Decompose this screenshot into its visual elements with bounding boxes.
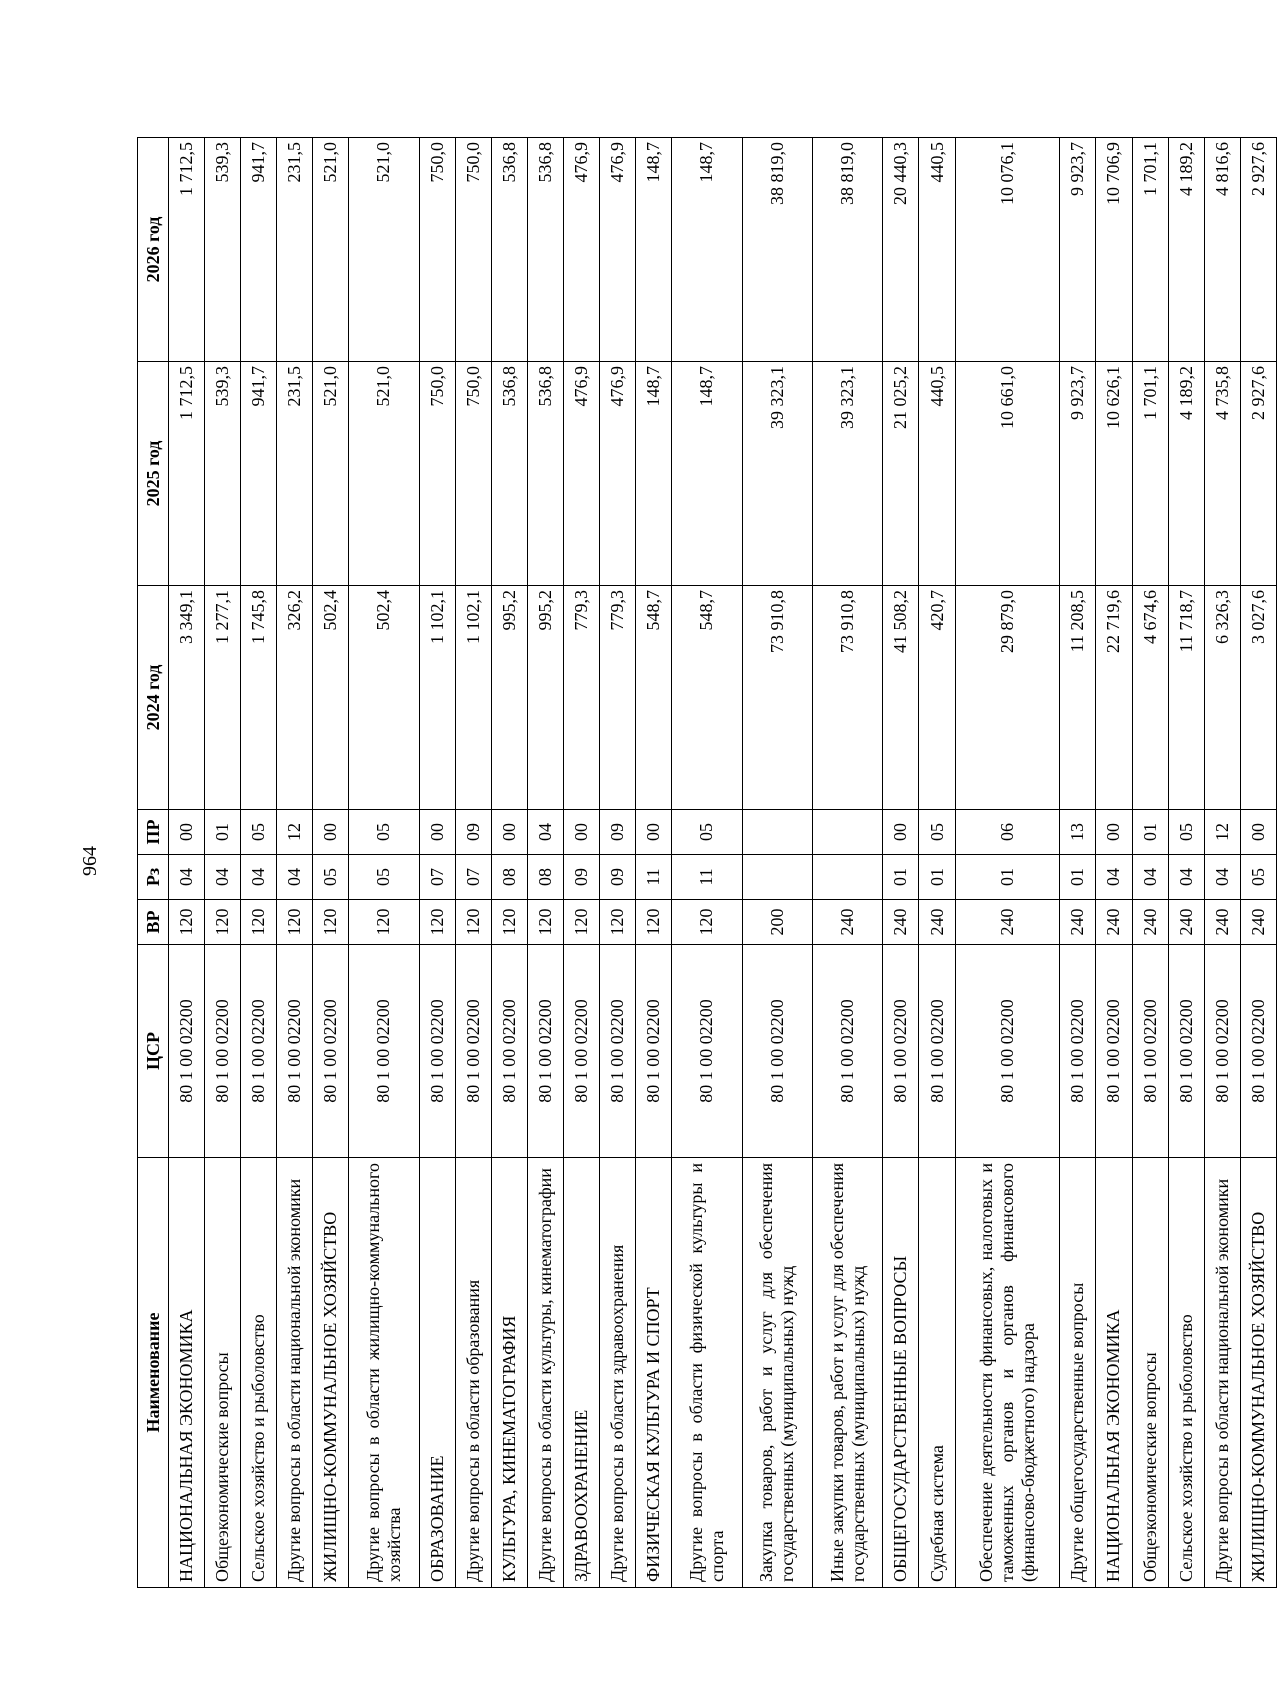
cell-2024: 11 208,5: [1060, 586, 1096, 810]
header-csr: ЦСР: [138, 945, 169, 1158]
cell-2024: 11 718,7: [1168, 586, 1204, 810]
cell-2026: 148,7: [635, 138, 671, 362]
cell-name: НАЦИОНАЛЬНАЯ ЭКОНОМИКА: [169, 1158, 205, 1588]
cell-name: Судебная система: [919, 1158, 955, 1588]
cell-2024: 29 879,0: [955, 586, 1060, 810]
table-row: [241, 138, 277, 1588]
cell-vr: 120: [527, 900, 563, 945]
cell-2026: 2 927,6: [1240, 138, 1276, 362]
cell-pr: 00: [883, 810, 919, 855]
cell-name: ЗДРАВООХРАНЕНИЕ: [563, 1158, 599, 1588]
cell-vr: 240: [1060, 900, 1096, 945]
cell-2026: 231,5: [277, 138, 313, 362]
cell-vr: 240: [955, 900, 1060, 945]
cell-2024: 1 277,1: [205, 586, 241, 810]
cell-csr: 80 1 00 02200: [1132, 945, 1168, 1158]
cell-2026: 10 706,9: [1096, 138, 1132, 362]
table-row: [672, 138, 742, 1588]
cell-pr: 12: [1204, 810, 1240, 855]
cell-2025: 4 189,2: [1168, 362, 1204, 586]
cell-rz: 01: [883, 855, 919, 900]
table-row: [955, 138, 1060, 1588]
cell-2025: 231,5: [277, 362, 313, 586]
cell-2026: 4 189,2: [1168, 138, 1204, 362]
cell-rz: 11: [635, 855, 671, 900]
cell-csr: 80 1 00 02200: [1168, 945, 1204, 1158]
cell-name: ФИЗИЧЕСКАЯ КУЛЬТУРА И СПОРТ: [635, 1158, 671, 1588]
cell-csr: 80 1 00 02200: [205, 945, 241, 1158]
table-row: [812, 138, 882, 1588]
cell-name: Общеэкономические вопросы: [1132, 1158, 1168, 1588]
cell-2026: 1 712,5: [169, 138, 205, 362]
header-2026: 2026 год: [138, 138, 169, 362]
table-body: [169, 138, 1277, 1588]
cell-name: Другие общегосударственные вопросы: [1060, 1158, 1096, 1588]
cell-csr: 80 1 00 02200: [241, 945, 277, 1158]
cell-csr: 80 1 00 02200: [812, 945, 882, 1158]
cell-pr: 09: [455, 810, 491, 855]
cell-pr: 05: [349, 810, 419, 855]
cell-2025: 536,8: [527, 362, 563, 586]
cell-2026: 941,7: [241, 138, 277, 362]
cell-pr: 05: [672, 810, 742, 855]
cell-name: Другие вопросы в области жилищно-коммунального хозяйства: [349, 1158, 419, 1588]
cell-2025: 750,0: [419, 362, 455, 586]
cell-name: ОБРАЗОВАНИЕ: [419, 1158, 455, 1588]
cell-2024: 995,2: [491, 586, 527, 810]
cell-csr: 80 1 00 02200: [955, 945, 1060, 1158]
cell-vr: 240: [1132, 900, 1168, 945]
cell-pr: 00: [313, 810, 349, 855]
cell-vr: 120: [277, 900, 313, 945]
cell-csr: 80 1 00 02200: [563, 945, 599, 1158]
cell-2025: 4 735,8: [1204, 362, 1240, 586]
cell-vr: 240: [1240, 900, 1276, 945]
cell-2025: 39 323,1: [812, 362, 882, 586]
cell-csr: 80 1 00 02200: [599, 945, 635, 1158]
cell-pr: 00: [1240, 810, 1276, 855]
cell-vr: 240: [812, 900, 882, 945]
cell-csr: 80 1 00 02200: [491, 945, 527, 1158]
cell-name: НАЦИОНАЛЬНАЯ ЭКОНОМИКА: [1096, 1158, 1132, 1588]
cell-2024: 420,7: [919, 586, 955, 810]
cell-rz: [742, 855, 812, 900]
cell-rz: 08: [527, 855, 563, 900]
cell-csr: 80 1 00 02200: [169, 945, 205, 1158]
cell-rz: 09: [563, 855, 599, 900]
cell-2025: 521,0: [313, 362, 349, 586]
cell-pr: [742, 810, 812, 855]
cell-rz: 07: [455, 855, 491, 900]
cell-name: Обеспечение деятельности финансовых, налоговых и таможенных органов и органов финансового (финансово-бюджетного) надзора: [955, 1158, 1060, 1588]
cell-2024: 4 674,6: [1132, 586, 1168, 810]
cell-2024: 779,3: [599, 586, 635, 810]
cell-pr: 00: [635, 810, 671, 855]
cell-csr: 80 1 00 02200: [1060, 945, 1096, 1158]
cell-2025: 148,7: [672, 362, 742, 586]
cell-pr: 12: [277, 810, 313, 855]
cell-2024: 3 349,1: [169, 586, 205, 810]
cell-vr: 120: [313, 900, 349, 945]
cell-2024: 502,4: [313, 586, 349, 810]
cell-2024: 3 027,6: [1240, 586, 1276, 810]
cell-csr: 80 1 00 02200: [635, 945, 671, 1158]
table-row: [419, 138, 455, 1588]
cell-2024: 548,7: [672, 586, 742, 810]
cell-vr: 120: [205, 900, 241, 945]
cell-2025: 750,0: [455, 362, 491, 586]
cell-rz: 05: [1240, 855, 1276, 900]
cell-2026: 750,0: [419, 138, 455, 362]
budget-table: [137, 137, 1277, 1588]
cell-2025: 148,7: [635, 362, 671, 586]
table-row: [599, 138, 635, 1588]
cell-2025: 21 025,2: [883, 362, 919, 586]
cell-name: Другие вопросы в области здравоохранения: [599, 1158, 635, 1588]
cell-2026: 521,0: [313, 138, 349, 362]
cell-2025: 440,5: [919, 362, 955, 586]
cell-name: Сельское хозяйство и рыболовство: [241, 1158, 277, 1588]
cell-rz: 04: [1096, 855, 1132, 900]
cell-2026: 539,3: [205, 138, 241, 362]
cell-rz: 05: [349, 855, 419, 900]
cell-csr: 80 1 00 02200: [672, 945, 742, 1158]
cell-2025: 1 701,1: [1132, 362, 1168, 586]
cell-name: ЖИЛИЩНО-КОММУНАЛЬНОЕ ХОЗЯЙСТВО: [1240, 1158, 1276, 1588]
cell-name: КУЛЬТУРА, КИНЕМАТОГРАФИЯ: [491, 1158, 527, 1588]
header-2025: 2025 год: [138, 362, 169, 586]
cell-vr: 120: [241, 900, 277, 945]
cell-2025: 9 923,7: [1060, 362, 1096, 586]
page-number: 964: [79, 846, 101, 876]
cell-pr: 00: [169, 810, 205, 855]
cell-csr: 80 1 00 02200: [919, 945, 955, 1158]
table-row: [491, 138, 527, 1588]
cell-vr: 120: [491, 900, 527, 945]
cell-2024: 73 910,8: [812, 586, 882, 810]
cell-vr: 240: [1204, 900, 1240, 945]
cell-2026: 20 440,3: [883, 138, 919, 362]
rotated-table-container: [137, 138, 1277, 1588]
cell-2024: 548,7: [635, 586, 671, 810]
table-header-row: [138, 138, 169, 1588]
cell-name: Закупка товаров, работ и услуг для обеспечения государственных (муниципальных) нужд: [742, 1158, 812, 1588]
cell-2026: 4 816,6: [1204, 138, 1240, 362]
cell-pr: 05: [241, 810, 277, 855]
cell-csr: 80 1 00 02200: [1204, 945, 1240, 1158]
cell-rz: 04: [1132, 855, 1168, 900]
cell-vr: 120: [599, 900, 635, 945]
cell-pr: 05: [919, 810, 955, 855]
cell-2024: 1 102,1: [455, 586, 491, 810]
cell-vr: 240: [1168, 900, 1204, 945]
cell-vr: 120: [169, 900, 205, 945]
cell-rz: 04: [205, 855, 241, 900]
cell-2026: 750,0: [455, 138, 491, 362]
cell-rz: 01: [919, 855, 955, 900]
cell-name: ЖИЛИЩНО-КОММУНАЛЬНОЕ ХОЗЯЙСТВО: [313, 1158, 349, 1588]
cell-pr: 09: [599, 810, 635, 855]
cell-rz: 04: [1204, 855, 1240, 900]
cell-pr: 00: [491, 810, 527, 855]
cell-csr: 80 1 00 02200: [1096, 945, 1132, 1158]
cell-rz: 04: [169, 855, 205, 900]
cell-2025: 39 323,1: [742, 362, 812, 586]
table-row: [635, 138, 671, 1588]
cell-rz: 05: [313, 855, 349, 900]
cell-vr: 120: [635, 900, 671, 945]
cell-rz: 08: [491, 855, 527, 900]
cell-2026: 476,9: [599, 138, 635, 362]
table-row: [1132, 138, 1168, 1588]
table-row: [349, 138, 419, 1588]
cell-csr: 80 1 00 02200: [455, 945, 491, 1158]
cell-2025: 536,8: [491, 362, 527, 586]
cell-2026: 440,5: [919, 138, 955, 362]
cell-2024: 502,4: [349, 586, 419, 810]
cell-name: Другие вопросы в области национальной экономики: [277, 1158, 313, 1588]
cell-2026: 148,7: [672, 138, 742, 362]
table-row: [277, 138, 313, 1588]
cell-vr: 240: [1096, 900, 1132, 945]
cell-2026: 536,8: [491, 138, 527, 362]
cell-csr: 80 1 00 02200: [527, 945, 563, 1158]
cell-2025: 539,3: [205, 362, 241, 586]
cell-2024: 22 719,6: [1096, 586, 1132, 810]
cell-name: Другие вопросы в области образования: [455, 1158, 491, 1588]
table-row: [455, 138, 491, 1588]
table-row: [1204, 138, 1240, 1588]
cell-2026: 9 923,7: [1060, 138, 1096, 362]
table-row: [1096, 138, 1132, 1588]
table-row: [883, 138, 919, 1588]
cell-name: Общеэкономические вопросы: [205, 1158, 241, 1588]
cell-rz: 04: [1168, 855, 1204, 900]
cell-name: Другие вопросы в области культуры, кинематографии: [527, 1158, 563, 1588]
cell-csr: 80 1 00 02200: [313, 945, 349, 1158]
cell-2025: 476,9: [563, 362, 599, 586]
cell-csr: 80 1 00 02200: [419, 945, 455, 1158]
cell-name: Другие вопросы в области физической культуры и спорта: [672, 1158, 742, 1588]
cell-pr: 05: [1168, 810, 1204, 855]
cell-rz: 01: [955, 855, 1060, 900]
cell-pr: 06: [955, 810, 1060, 855]
cell-2025: 10 661,0: [955, 362, 1060, 586]
cell-2024: 779,3: [563, 586, 599, 810]
header-2024: 2024 год: [138, 586, 169, 810]
cell-vr: 120: [349, 900, 419, 945]
cell-vr: 240: [883, 900, 919, 945]
cell-2026: 1 701,1: [1132, 138, 1168, 362]
cell-rz: 09: [599, 855, 635, 900]
cell-2024: 995,2: [527, 586, 563, 810]
cell-2024: 1 745,8: [241, 586, 277, 810]
cell-rz: 04: [241, 855, 277, 900]
table-row: [313, 138, 349, 1588]
table-row: [742, 138, 812, 1588]
cell-pr: 01: [1132, 810, 1168, 855]
cell-2024: 41 508,2: [883, 586, 919, 810]
cell-2025: 10 626,1: [1096, 362, 1132, 586]
cell-2025: 521,0: [349, 362, 419, 586]
cell-vr: 120: [455, 900, 491, 945]
table-row: [563, 138, 599, 1588]
header-rz: Рз: [138, 855, 169, 900]
cell-pr: 00: [1096, 810, 1132, 855]
cell-name: Сельское хозяйство и рыболовство: [1168, 1158, 1204, 1588]
cell-vr: 120: [672, 900, 742, 945]
cell-2026: 521,0: [349, 138, 419, 362]
cell-2026: 10 076,1: [955, 138, 1060, 362]
table-row: [1168, 138, 1204, 1588]
header-pr: ПР: [138, 810, 169, 855]
cell-name: Иные закупки товаров, работ и услуг для обеспечения государственных (муниципальных) нужд: [812, 1158, 882, 1588]
cell-pr: 01: [205, 810, 241, 855]
cell-csr: 80 1 00 02200: [883, 945, 919, 1158]
cell-2025: 941,7: [241, 362, 277, 586]
cell-rz: [812, 855, 882, 900]
cell-2026: 38 819,0: [742, 138, 812, 362]
cell-csr: 80 1 00 02200: [349, 945, 419, 1158]
table-row: [1240, 138, 1276, 1588]
cell-2025: 2 927,6: [1240, 362, 1276, 586]
cell-vr: 120: [419, 900, 455, 945]
header-name: Наименование: [138, 1158, 169, 1588]
cell-2026: 476,9: [563, 138, 599, 362]
cell-2026: 38 819,0: [812, 138, 882, 362]
cell-pr: [812, 810, 882, 855]
table-row: [205, 138, 241, 1588]
cell-2025: 1 712,5: [169, 362, 205, 586]
cell-rz: 01: [1060, 855, 1096, 900]
table-row: [919, 138, 955, 1588]
cell-pr: 13: [1060, 810, 1096, 855]
cell-2024: 73 910,8: [742, 586, 812, 810]
cell-rz: 11: [672, 855, 742, 900]
cell-2024: 1 102,1: [419, 586, 455, 810]
cell-vr: 240: [919, 900, 955, 945]
cell-2024: 326,2: [277, 586, 313, 810]
table-row: [527, 138, 563, 1588]
cell-vr: 120: [563, 900, 599, 945]
cell-2025: 476,9: [599, 362, 635, 586]
cell-2024: 6 326,3: [1204, 586, 1240, 810]
header-vr: ВР: [138, 900, 169, 945]
table-row: [1060, 138, 1096, 1588]
cell-pr: 04: [527, 810, 563, 855]
cell-pr: 00: [419, 810, 455, 855]
cell-csr: 80 1 00 02200: [277, 945, 313, 1158]
cell-name: Другие вопросы в области национальной экономики: [1204, 1158, 1240, 1588]
cell-csr: 80 1 00 02200: [742, 945, 812, 1158]
cell-vr: 200: [742, 900, 812, 945]
cell-name: ОБЩЕГОСУДАРСТВЕННЫЕ ВОПРОСЫ: [883, 1158, 919, 1588]
cell-rz: 04: [277, 855, 313, 900]
cell-2026: 536,8: [527, 138, 563, 362]
table-row: [169, 138, 205, 1588]
cell-csr: 80 1 00 02200: [1240, 945, 1276, 1158]
cell-rz: 07: [419, 855, 455, 900]
cell-pr: 00: [563, 810, 599, 855]
